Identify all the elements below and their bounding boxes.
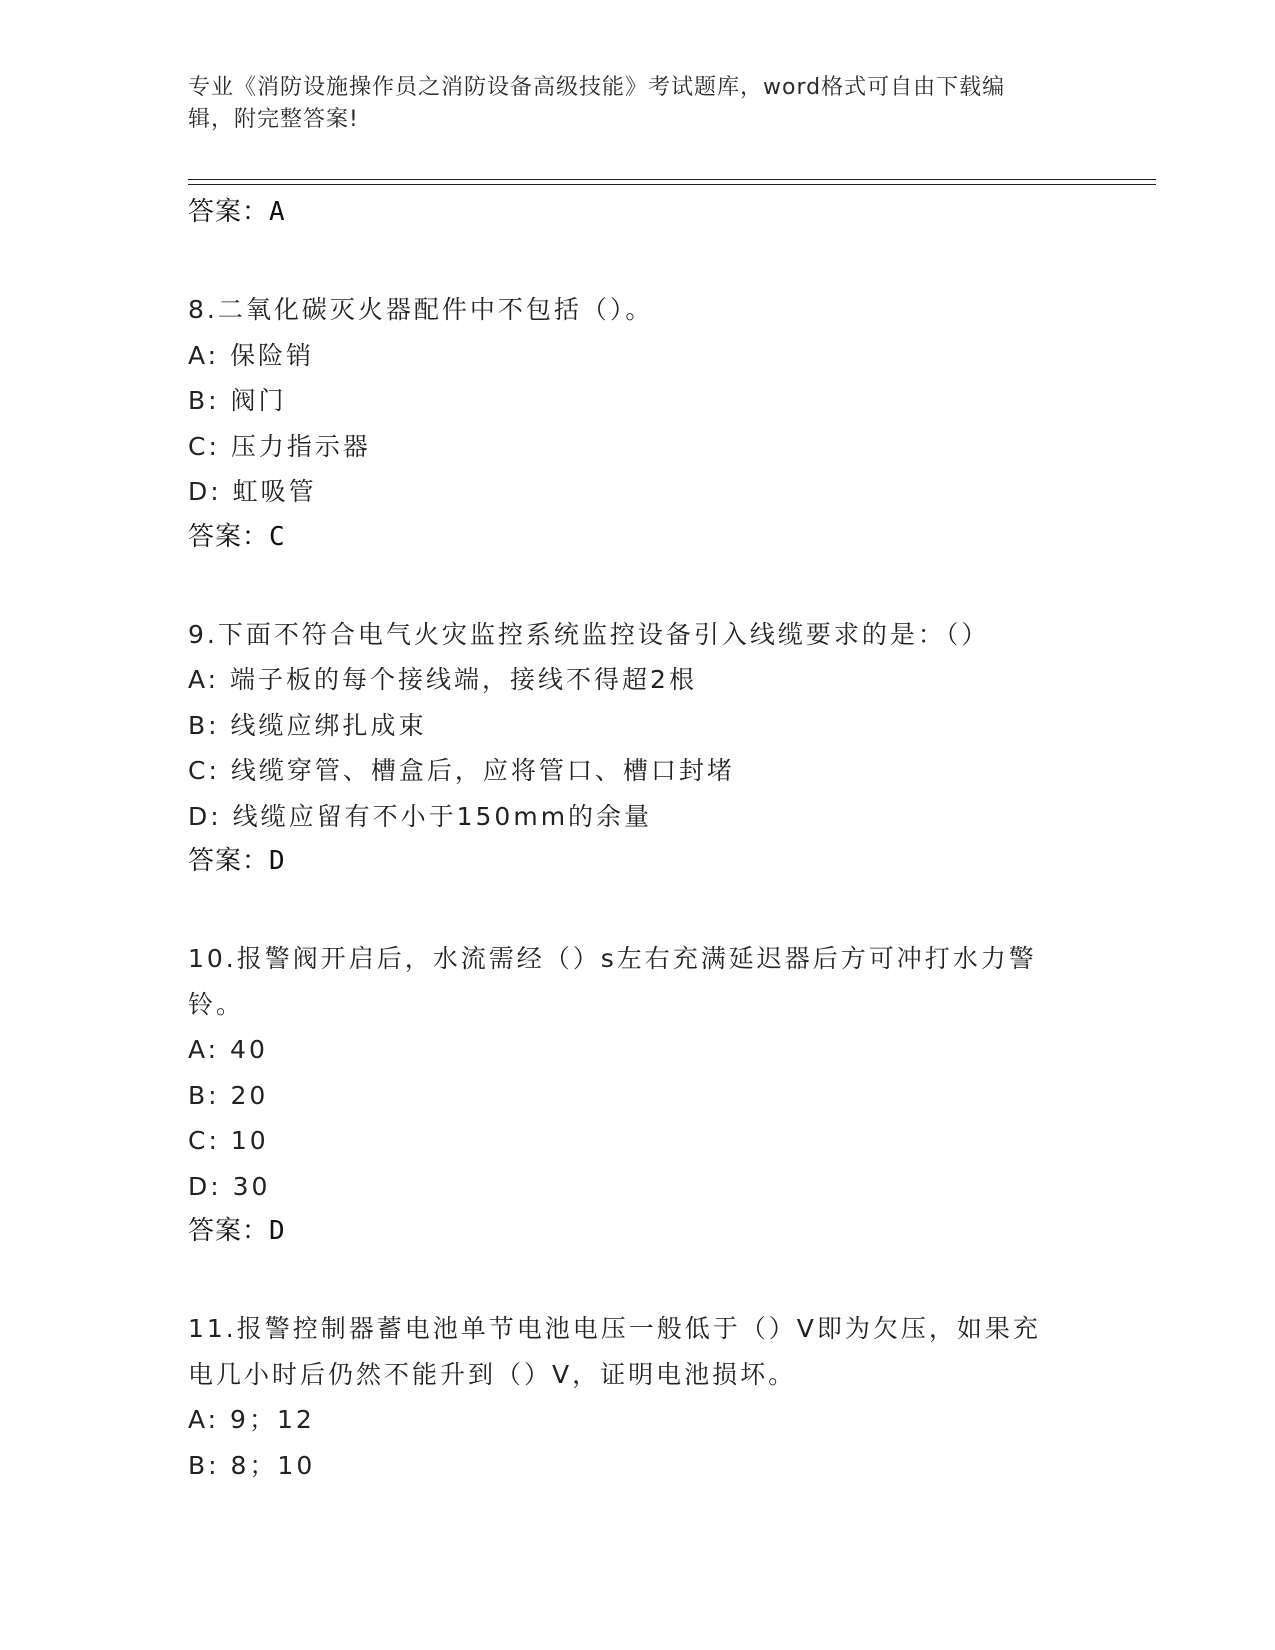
document-header <box>188 72 1068 136</box>
option-c: C: 10 <box>188 1126 269 1155</box>
spacer <box>188 884 1068 936</box>
answer-value: C <box>269 521 286 552</box>
question-text-line-1: 10.报警阀开启后，水流需经（）s左右充满延迟器后方可冲打水力警 <box>188 944 1037 973</box>
option-d: D: 30 <box>188 1171 271 1201</box>
answer-value: A <box>269 197 286 227</box>
option-a: A: 端子板的每个接线端，接线不得超2根 <box>188 665 697 694</box>
option-b: B: 线缆应绑扎成束 <box>188 710 427 740</box>
question-block <box>188 936 1068 1254</box>
question-block <box>188 612 1068 885</box>
option-a: A: 保险销 <box>188 340 315 370</box>
answer-line <box>188 190 1068 235</box>
answer-line <box>188 515 1068 560</box>
answer-label: 答案： <box>188 521 270 552</box>
option-a: A: 9；12 <box>188 1405 315 1434</box>
header-line-2: 辑，附完整答案! <box>188 107 359 132</box>
spacer <box>188 560 1068 612</box>
question-text: 8.二氧化碳灭火器配件中不包括（）。 <box>188 295 654 324</box>
option-c: C: 压力指示器 <box>188 431 371 461</box>
header-line-1: 专业《消防设施操作员之消防设备高级技能》考试题库，word格式可自由下载编 <box>188 75 1006 100</box>
header-divider-top <box>188 179 1156 180</box>
option-d: D: 线缆应留有不小于150mm的余量 <box>188 801 653 831</box>
question-text-line-2: 铃。 <box>188 989 245 1019</box>
option-b: B: 8；10 <box>188 1450 316 1480</box>
answer-value: D <box>269 846 286 876</box>
question-block <box>188 287 1068 560</box>
option-d: D: 虹吸管 <box>188 477 317 506</box>
answer-label: 答案： <box>188 1216 270 1246</box>
option-a: A: 40 <box>188 1035 268 1064</box>
question-list <box>188 190 1068 1488</box>
question-text: 9.下面不符合电气火灾监控系统监控设备引入线缆要求的是：（） <box>188 619 990 649</box>
spacer <box>188 235 1068 287</box>
spacer <box>188 1254 1068 1306</box>
answer-label: 答案： <box>188 197 270 227</box>
header-divider-bottom <box>188 184 1156 185</box>
answer-line <box>188 1209 1068 1254</box>
question-text-line-1: 11.报警控制器蓄电池单节电池电压一般低于（）V即为欠压，如果充 <box>188 1314 1041 1343</box>
option-b: B: 20 <box>188 1080 269 1110</box>
answer-label: 答案： <box>188 846 270 876</box>
question-block <box>188 1306 1068 1488</box>
option-b: B: 阀门 <box>188 386 287 415</box>
question-text-line-2: 电几小时后仍然不能升到（）V，证明电池损坏。 <box>188 1359 797 1389</box>
answer-value: D <box>269 1216 286 1246</box>
answer-line <box>188 839 1068 884</box>
option-c: C: 线缆穿管、槽盒后，应将管口、槽口封堵 <box>188 756 735 785</box>
